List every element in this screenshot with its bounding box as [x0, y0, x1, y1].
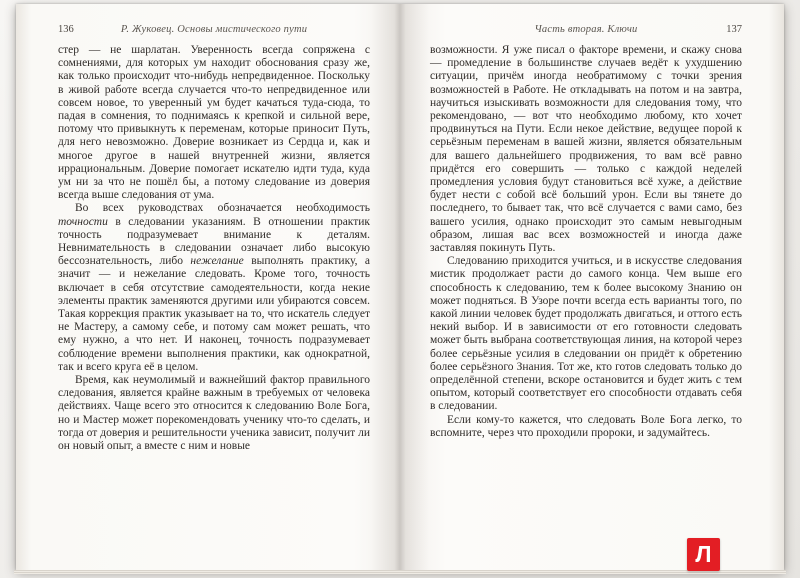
paragraph: Во всех руководствах обозначается необходимость точности в следовании указаниям. В отношении практик точность подразумевает внимание к деталям. Невнимательность в следовании означает либо высокую бессознательность, либо нежелание выполнять практику, а значит — и нежелание следовать. Кроме того, точность включает в себя отсутствие самодеятельности, когда некие элементы практик заменяются другими или убираются совсем. Такая коррекция практик указывает на то, что искатель следует не Мастеру, а самому себе, и потому сам может решать, что ему нужно, а что нет. И наконец, точность подразумевает соблюдение времени выполнения практики, как однократной, так и всего круга её в целом. [58, 202, 370, 373]
left-page-text [58, 44, 370, 453]
book-spread [16, 4, 784, 570]
paragraph: возможности. Я уже писал о факторе времени, и скажу снова — промедление в большинстве случаев ведёт к ухудшению ситуации, причём иногда необратимому с точки зрения возможностей в Работе. Не откладывать на потом и на завтра, научиться изыскивать возможности для следования тому, что рекомендовано, — вот что необходимо любому, кто хочет продвинуться на Пути. Если некое действие, ведущее порой к серьёзным переменам в вашей жизни, является обязательным для вашего дальнейшего продвижения, то вам всё равно придётся его совершить — только с каждой неделей промедления условия будут становиться всё хуже, а действие будет нести с собой всё больший урон. Если вы тянете до последнего, то бывает так, что всё случается с вами само, без вашего усилия, однако происходит это самым невыгодным образом, лишая вас всех возможностей и иногда даже заставляя покинуть Путь. [430, 44, 742, 255]
paragraph: Если кому-то кажется, что следовать Воле Бога легко, то вспомните, через что проходили пророки, и задумайтесь. [430, 413, 742, 439]
store-logo [687, 538, 720, 571]
store-logo-letter: Л [695, 541, 712, 567]
left-page-header [58, 24, 370, 35]
left-running-title: Р. Жуковец. Основы мистического пути [120, 24, 308, 35]
right-running-title: Часть вторая. Ключи [534, 24, 638, 35]
paragraph: Время, как неумолимый и важнейший фактор правильного следования, является крайне важным в требуемых от человека действиях. Чаще всего это относится к следованию Воле Бога, но и Мастер может порекомендовать ученику что-то сделать, и тогда от доверия и решительности ученика зависит, получит ли он новый опыт, а вместе с ним и новые [58, 374, 370, 453]
left-page-number: 136 [58, 24, 74, 35]
paragraph: стер — не шарлатан. Уверенность всегда сопряжена с сомнениями, для которых ум находит обоснования сразу же, как только происходит что-нибудь непредвиденное. Поскольку в живой работе всегда случается что-то непредвиденное или совсем новое, то уверенный ум будет качаться туда-сюда, то падая в сомнения, то поднимаясь к крепкой и сильной вере, потому что привыкнуть к переменам, которые приносит Путь, для него невозможно. Доверие возникает из Сердца и, как и многое другое в нашей внутренней жизни, является иррациональным. Доверие помогает искателю идти туда, куда ум ни за что не пошёл бы, а потому следование из доверия всегда выше следования от ума. [58, 44, 370, 202]
right-page-header [430, 24, 742, 35]
right-page-number: 137 [726, 24, 742, 35]
right-page-text [430, 44, 742, 440]
paragraph: Следованию приходится учиться, и в искусстве следования мистик продолжает расти до самого конца. Чем выше его способность к следованию, тем к более высокому Знанию он может подняться. В Узоре почти всегда есть варианты того, по какой линии человек будет продолжать двигаться, и оттого есть некий выбор. И в зависимости от его готовности следовать может быть выбрана соответствующая линия, на которой через более серьёзные усилия в следовании он придёт к обретению более серьёзного Знания. Тот же, кто готов следовать только до определённой степени, вскоре остановится и будет жить с тем опытом, который соответствует его способности отдавать себя в следовании. [430, 255, 743, 413]
left-page [16, 4, 400, 570]
right-page [400, 4, 784, 570]
